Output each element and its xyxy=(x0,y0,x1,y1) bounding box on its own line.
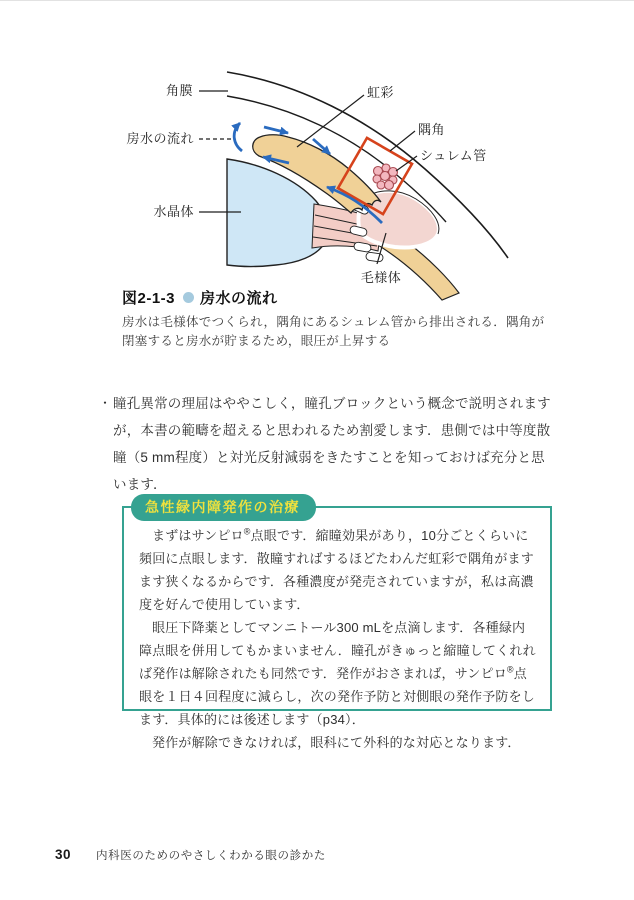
body-paragraph-text: 瞳孔異常の理屈はややこしく，瞳孔ブロックという概念で説明されますが，本書の範疇を超えると思われるため割愛します．患側では中等度散瞳（5 mm程度）と対光反射減弱をきたすことを知っておけば充分と思います． xyxy=(113,396,551,492)
figure-caption-title xyxy=(122,287,550,308)
treatment-p3-text: 発作が解除できなければ，眼科にて外科的な対応となります． xyxy=(152,735,521,750)
treatment-p1-text: まずはサンピロ xyxy=(152,528,244,543)
caption-dot-icon xyxy=(183,292,194,303)
page-footer xyxy=(55,847,326,863)
treatment-paragraph-1 xyxy=(139,524,537,616)
eye-anatomy-diagram xyxy=(0,1,634,301)
treatment-paragraph-3 xyxy=(139,731,537,754)
iris-label: 虹彩 xyxy=(367,85,395,100)
figure-number: 図2-1-3 xyxy=(122,290,176,307)
ciliary-label: 毛様体 xyxy=(360,270,402,285)
bullet-marker: ・ xyxy=(99,396,112,410)
treatment-box-title: 急性緑内障発作の治療 xyxy=(131,494,316,521)
book-title: 内科医のためのやさしくわかる眼の診かた xyxy=(96,850,326,862)
treatment-box-content xyxy=(124,508,550,754)
figure-caption-body: 房水は毛様体でつくられ，隅角にあるシュレム管から排出される．隅角が閉塞すると房水が貯まるため，眼圧が上昇する xyxy=(122,315,545,348)
angle-pointer-line xyxy=(390,131,415,151)
treatment-p2-text-cont: 点眼を１日４回程度に減らし，次の発作予防と対側眼の発作予防をします．具体的には後述します（p34）． xyxy=(139,666,536,727)
treatment-box xyxy=(122,499,552,750)
schlemm-label: シュレム管 xyxy=(420,148,487,163)
body-paragraph xyxy=(99,390,557,498)
treatment-p2-text: 眼圧下降薬としてマンニトール300 mLを点滴します．各種緑内障点眼を併用してもかまいません．瞳孔がきゅっと縮瞳してくれれば発作は解除されたも同然です．発作がおさまれば，サンピロ xyxy=(139,620,536,681)
registered-mark: ® xyxy=(243,526,251,537)
flow-arrow-curved-up xyxy=(234,123,242,151)
page-number: 30 xyxy=(55,847,72,862)
treatment-p1-text-cont: 点眼です．縮瞳効果があり，10分ごとくらいに頻回に点眼します．散瞳すればするほどたわんだ虹彩で隅角がますます狭くなるからです．各種濃度が発売されていますが，私は高濃度を好んで使用しています． xyxy=(139,528,534,612)
figure-caption xyxy=(122,287,550,350)
schlemm-canal-cluster xyxy=(373,164,398,190)
aqueous-flow-label: 房水の流れ xyxy=(126,131,194,146)
flow-arrow-right xyxy=(264,127,288,133)
schlemm-pointer-line xyxy=(396,156,417,171)
figure-title: 房水の流れ xyxy=(200,290,278,307)
registered-mark: ® xyxy=(506,664,514,675)
lens-label: 水晶体 xyxy=(153,204,194,219)
cornea-label: 角膜 xyxy=(165,83,193,98)
iris-pointer-line xyxy=(297,95,364,147)
treatment-paragraph-2 xyxy=(139,616,537,731)
angle-label: 隅角 xyxy=(418,122,446,137)
